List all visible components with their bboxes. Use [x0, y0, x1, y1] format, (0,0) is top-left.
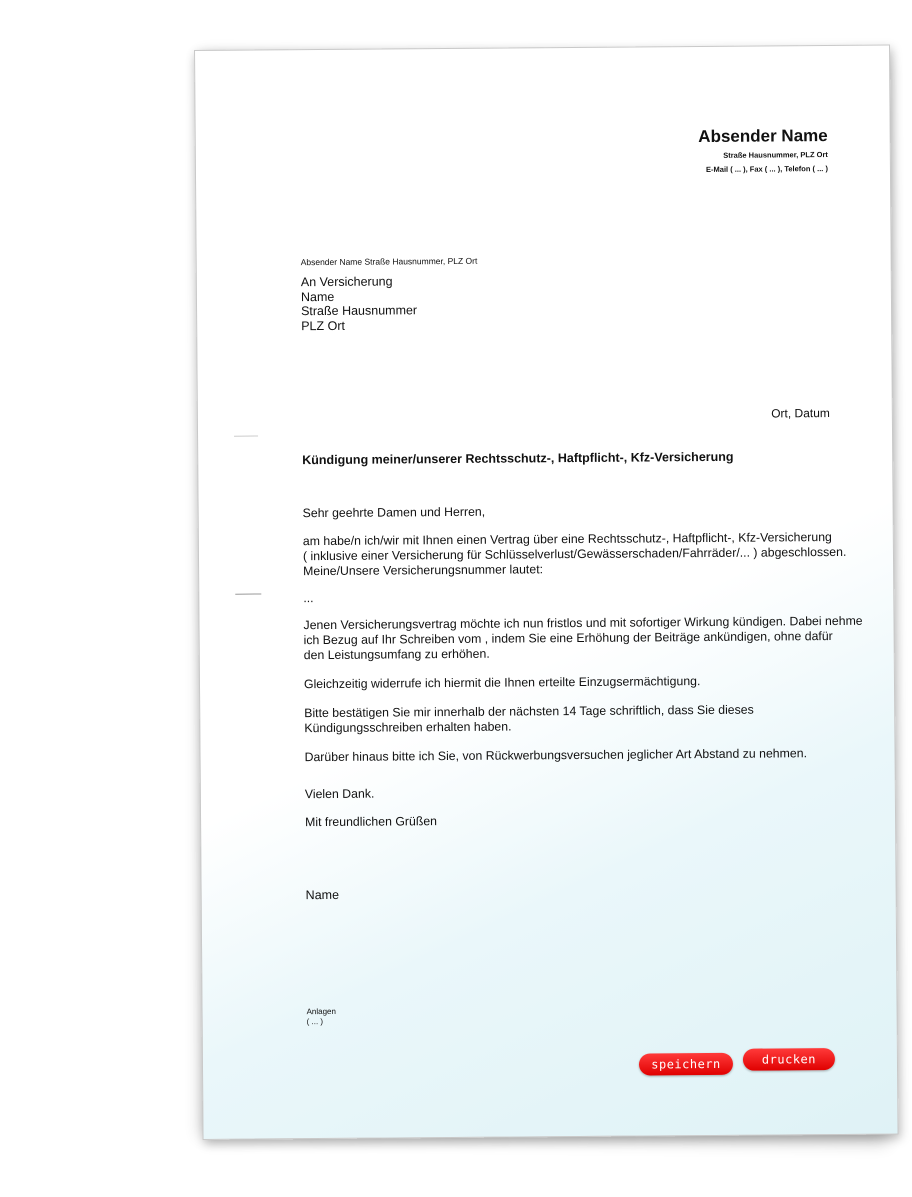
paragraph-line: ich Bezug auf Ihr Schreiben vom , indem Sie eine Erhöhung der Beiträge ankündigen, ohne dafür — [303, 629, 833, 648]
paragraph-line: den Leistungsumfang zu erhöhen. — [303, 646, 490, 663]
recipient-line: Name — [300, 289, 335, 304]
attachments — [307, 1007, 337, 1027]
paragraph-line: Kündigungsschreiben erhalten haben. — [304, 719, 512, 736]
paragraph-line: Meine/Unsere Versicherungsnummer lautet: — [303, 562, 544, 579]
paragraph-no-advertising — [305, 746, 865, 765]
salutation — [303, 502, 863, 521]
return-address-line: Absender Name Straße Hausnummer, PLZ Ort — [300, 255, 478, 268]
recipient-block — [301, 274, 417, 333]
closing — [305, 811, 865, 830]
paragraph-line: Jenen Versicherungsvertrag möchte ich nun fristlos und mit sofortiger Wirkung kündigen. Dabei nehme — [303, 613, 863, 633]
save-button[interactable]: speichern — [639, 1053, 733, 1076]
paragraph-confirmation — [304, 702, 864, 736]
signature-name: Name — [305, 887, 340, 903]
paragraph-line: Darüber hinaus bitte ich Sie, von Rückwerbungsversuchen jeglicher Art Abstand zu nehmen. — [304, 746, 808, 765]
policy-number — [303, 587, 863, 606]
place-date: Ort, Datum — [771, 406, 830, 421]
punch-mark — [235, 593, 261, 594]
attachments-label: Anlagen — [306, 1006, 336, 1017]
sender-address: Straße Hausnummer, PLZ Ort — [723, 150, 828, 160]
salutation-text: Sehr geehrte Damen und Herren, — [302, 504, 486, 521]
paragraph-contract — [303, 530, 863, 579]
recipient-line: PLZ Ort — [301, 318, 345, 333]
recipient-line: An Versicherung — [300, 274, 393, 290]
print-button[interactable]: drucken — [743, 1048, 835, 1071]
paragraph-line: am habe/n ich/wir mit Ihnen einen Vertrag über eine Rechtsschutz-, Haftpflicht-, Kfz-Versicherung — [302, 530, 832, 549]
letter-page — [194, 45, 899, 1140]
policy-number-value: ... — [303, 591, 314, 606]
subject-line: Kündigung meiner/unserer Rechtsschutz-, Haftpflicht-, Kfz-Versicherung — [302, 449, 734, 468]
closing-text: Mit freundlichen Grüßen — [305, 814, 438, 830]
sender-contact: E-Mail ( ... ), Fax ( ... ), Telefon ( ... ) — [705, 164, 828, 174]
paragraph-revocation — [304, 673, 864, 692]
paragraph-line: ( inklusive einer Versicherung für Schlüsselverlust/Gewässerschaden/Fahrräder/... ) abgeschlossen. — [302, 544, 847, 564]
sender-name: Absender Name — [698, 126, 828, 147]
thanks-text: Vielen Dank. — [304, 786, 375, 802]
attachments-value: ( ... ) — [306, 1017, 324, 1027]
paragraph-line: Gleichzeitig widerrufe ich hiermit die Ihnen erteilte Einzugsermächtigung. — [303, 674, 701, 692]
fold-mark — [234, 436, 258, 437]
thanks — [305, 783, 865, 802]
recipient-line: Straße Hausnummer — [300, 303, 418, 319]
paragraph-line: Bitte bestätigen Sie mir innerhalb der nächsten 14 Tage schriftlich, dass Sie dieses — [304, 702, 754, 721]
paragraph-termination — [303, 614, 863, 663]
